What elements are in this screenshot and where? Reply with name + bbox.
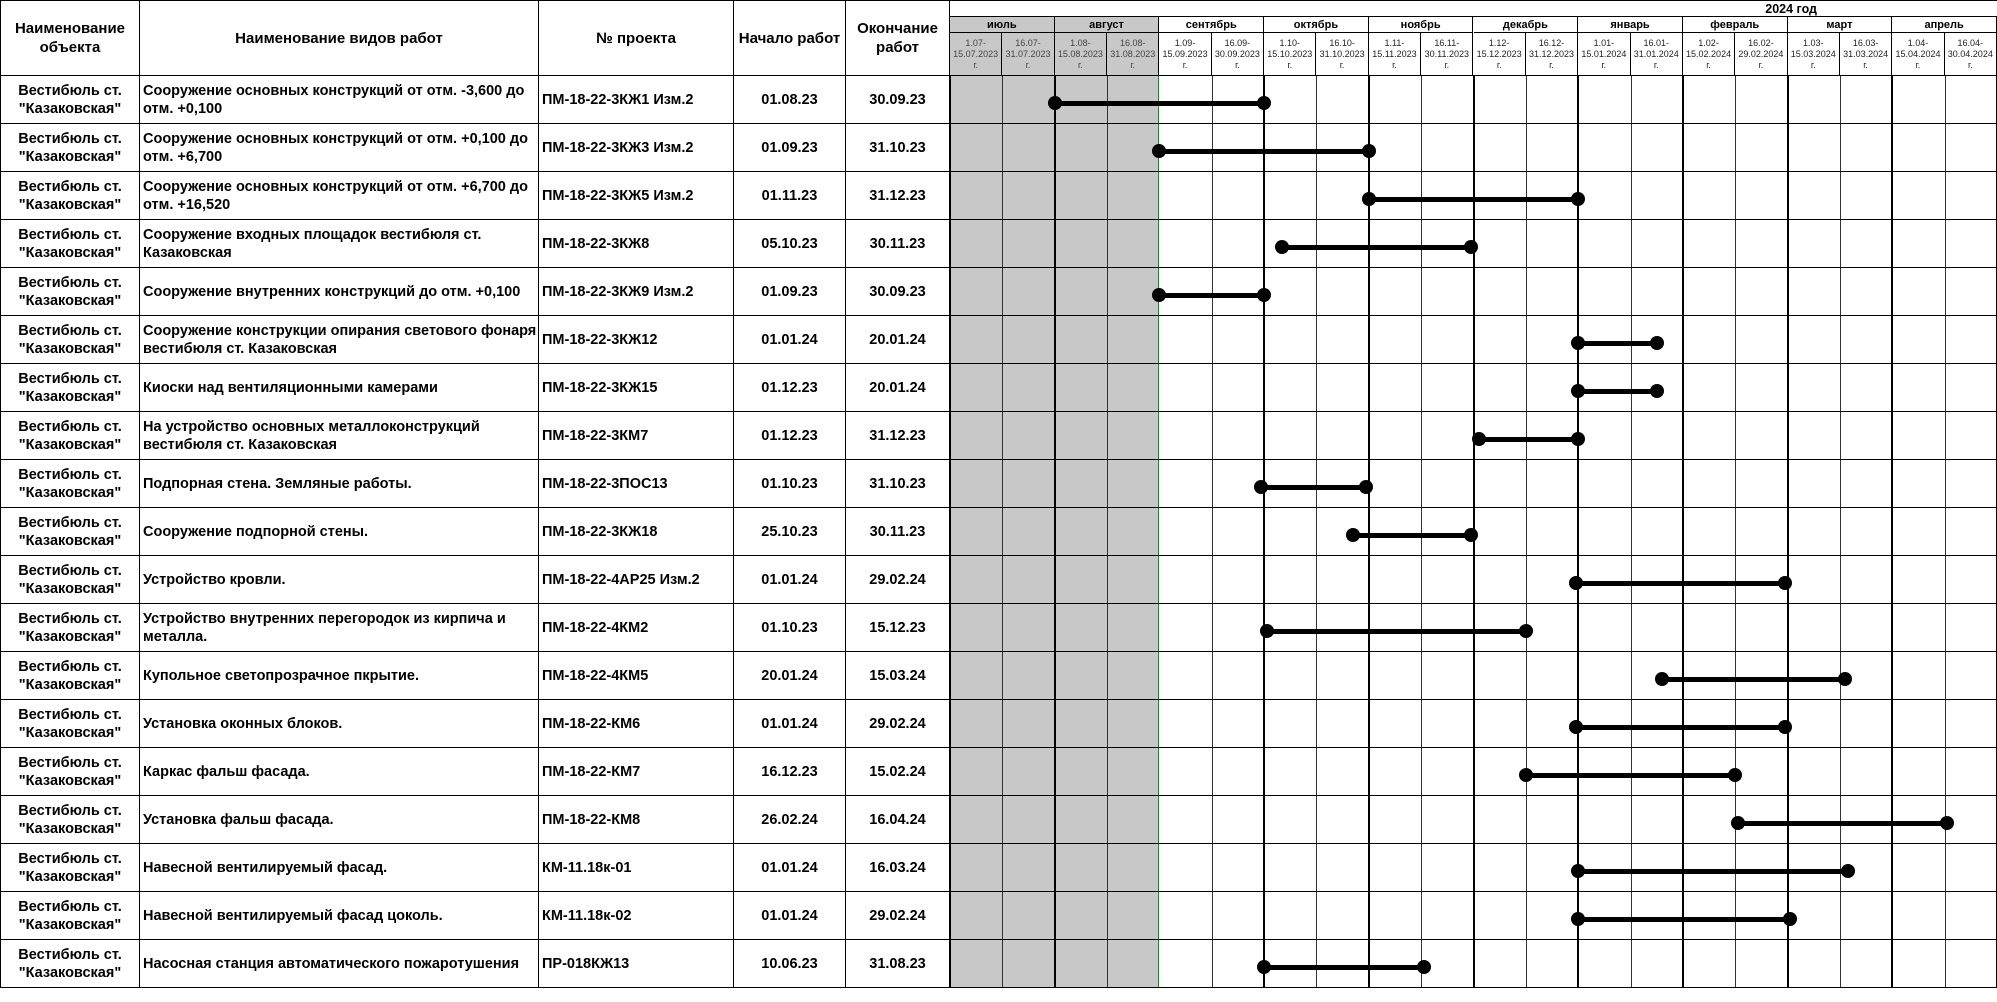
header-object[interactable]: Наименование объекта xyxy=(0,0,140,76)
header-year[interactable]: 2024 год xyxy=(950,0,1997,17)
grid-line-row xyxy=(950,891,1997,892)
cell-work[interactable]: Купольное светопрозрачное пкрытие. xyxy=(140,652,539,700)
grid-line-row xyxy=(950,363,1997,364)
cell-start[interactable]: 01.01.24 xyxy=(734,844,846,892)
period-header[interactable]: 16.08- 31.08.2023 г. xyxy=(1107,33,1159,76)
gantt-bar-end-marker[interactable] xyxy=(1519,624,1533,638)
grid-line-half xyxy=(1107,76,1108,988)
period-header[interactable]: 1.10- 15.10.2023 г. xyxy=(1264,33,1316,76)
cell-project[interactable]: ПМ-18-22-3КЖ5 Изм.2 xyxy=(539,172,734,220)
period-header[interactable]: 1.03- 15.03.2024 г. xyxy=(1788,33,1840,76)
gantt-bar-start-marker[interactable] xyxy=(1048,96,1062,110)
cell-end[interactable]: 15.12.23 xyxy=(846,604,950,652)
cell-project[interactable]: ПМ-18-22-3КЖ18 xyxy=(539,508,734,556)
grid-line-row xyxy=(950,123,1997,124)
cell-object[interactable]: Вестибюль ст. "Казаковская" xyxy=(0,700,140,748)
cell-work[interactable]: Сооружение основных конструкций от отм. +0,100 до отм. +6,700 xyxy=(140,124,539,172)
period-header[interactable]: 16.11- 30.11.2023 г. xyxy=(1421,33,1473,76)
cell-object[interactable]: Вестибюль ст. "Казаковская" xyxy=(0,76,140,124)
period-header[interactable]: 1.08- 15.08.2023 г. xyxy=(1055,33,1107,76)
cell-project[interactable]: ПМ-18-22-КМ7 xyxy=(539,748,734,796)
period-header[interactable]: 16.10- 31.10.2023 г. xyxy=(1316,33,1368,76)
gantt-bar-start-marker[interactable] xyxy=(1472,432,1486,446)
grid-line-month xyxy=(1891,76,1893,988)
month-header[interactable]: январь xyxy=(1578,17,1683,33)
month-header[interactable]: август xyxy=(1055,17,1160,33)
grid-line-month xyxy=(1263,76,1265,988)
gantt-bar-end-marker[interactable] xyxy=(1650,336,1664,350)
cell-work[interactable]: Устройство кровли. xyxy=(140,556,539,604)
cell-work[interactable]: Сооружение входных площадок вестибюля ст. Казаковская xyxy=(140,220,539,268)
period-header[interactable]: 16.04- 30.04.2024 г. xyxy=(1945,33,1997,76)
cell-end[interactable]: 29.02.24 xyxy=(846,892,950,940)
gantt-bar[interactable] xyxy=(1738,821,1947,826)
cell-project[interactable]: ПМ-18-22-3КМ7 xyxy=(539,412,734,460)
month-header[interactable]: апрель xyxy=(1892,17,1997,33)
cell-object[interactable]: Вестибюль ст. "Казаковская" xyxy=(0,796,140,844)
cell-start[interactable]: 05.10.23 xyxy=(734,220,846,268)
grid-line-row xyxy=(950,171,1997,172)
grid-line-half xyxy=(1212,76,1213,988)
cell-work[interactable]: Каркас фальш фасада. xyxy=(140,748,539,796)
cell-end[interactable]: 30.09.23 xyxy=(846,268,950,316)
cell-start[interactable]: 10.06.23 xyxy=(734,940,846,988)
cell-object[interactable]: Вестибюль ст. "Казаковская" xyxy=(0,940,140,988)
month-header[interactable]: сентябрь xyxy=(1159,17,1264,33)
period-header[interactable]: 1.07- 15.07.2023 г. xyxy=(950,33,1002,76)
gantt-bar-start-marker[interactable] xyxy=(1569,720,1583,734)
grid-line-half xyxy=(1840,76,1841,988)
cell-work[interactable]: Сооружение внутренних конструкций до отм. +0,100 xyxy=(140,268,539,316)
cell-project[interactable]: ПМ-18-22-3КЖ8 xyxy=(539,220,734,268)
cell-start[interactable]: 26.02.24 xyxy=(734,796,846,844)
grid-line-row xyxy=(950,267,1997,268)
gantt-bar[interactable] xyxy=(1479,437,1578,442)
gantt-bar-start-marker[interactable] xyxy=(1362,192,1376,206)
period-header[interactable]: 1.12- 15.12.2023 г. xyxy=(1474,33,1526,76)
gantt-bar[interactable] xyxy=(1282,245,1470,250)
cell-project[interactable]: ПМ-18-22-4АР25 Изм.2 xyxy=(539,556,734,604)
cell-object[interactable]: Вестибюль ст. "Казаковская" xyxy=(0,652,140,700)
gantt-bar[interactable] xyxy=(1578,917,1790,922)
cell-work[interactable]: Устройство внутренних перегородок из кирпича и металла. xyxy=(140,604,539,652)
cell-end[interactable]: 15.02.24 xyxy=(846,748,950,796)
cell-work[interactable]: Насосная станция автоматического пожаротушения xyxy=(140,940,539,988)
gantt-bar[interactable] xyxy=(1576,581,1785,586)
cell-object[interactable]: Вестибюль ст. "Казаковская" xyxy=(0,412,140,460)
gantt-bar-start-marker[interactable] xyxy=(1569,576,1583,590)
grid-line-half xyxy=(1002,76,1003,988)
cell-start[interactable]: 01.10.23 xyxy=(734,460,846,508)
period-header[interactable]: 1.01- 15.01.2024 г. xyxy=(1578,33,1630,76)
cell-project[interactable]: ПМ-18-22-4КМ2 xyxy=(539,604,734,652)
period-header[interactable]: 16.03- 31.03.2024 г. xyxy=(1840,33,1892,76)
cell-end[interactable]: 31.12.23 xyxy=(846,412,950,460)
grid-line-row xyxy=(950,987,1997,988)
grid-line-half xyxy=(1735,76,1736,988)
cell-end[interactable]: 29.02.24 xyxy=(846,700,950,748)
cell-end[interactable]: 15.03.24 xyxy=(846,652,950,700)
cell-end[interactable]: 31.08.23 xyxy=(846,940,950,988)
month-header[interactable]: июль xyxy=(950,17,1055,33)
cell-project[interactable]: ПМ-18-22-3КЖ3 Изм.2 xyxy=(539,124,734,172)
cell-end[interactable]: 31.10.23 xyxy=(846,460,950,508)
gantt-bar[interactable] xyxy=(1261,485,1366,490)
grid-line-month xyxy=(1158,76,1159,988)
cell-end[interactable]: 20.01.24 xyxy=(846,364,950,412)
period-header[interactable]: 1.02- 15.02.2024 г. xyxy=(1683,33,1735,76)
cell-start[interactable]: 01.12.23 xyxy=(734,412,846,460)
cell-object[interactable]: Вестибюль ст. "Казаковская" xyxy=(0,604,140,652)
cell-project[interactable]: ПР-018КЖ13 xyxy=(539,940,734,988)
gantt-bar-start-marker[interactable] xyxy=(1257,960,1271,974)
cell-start[interactable]: 01.01.24 xyxy=(734,556,846,604)
cell-end[interactable]: 31.12.23 xyxy=(846,172,950,220)
grid-line-row xyxy=(950,411,1997,412)
period-header[interactable]: 16.12- 31.12.2023 г. xyxy=(1526,33,1578,76)
gantt-bar-start-marker[interactable] xyxy=(1519,768,1533,782)
gantt-bar[interactable] xyxy=(1159,293,1264,298)
cell-work[interactable]: Установка фальш фасада. xyxy=(140,796,539,844)
cell-start[interactable]: 01.12.23 xyxy=(734,364,846,412)
cell-start[interactable]: 20.01.24 xyxy=(734,652,846,700)
gantt-bar-start-marker[interactable] xyxy=(1346,528,1360,542)
month-header[interactable]: ноябрь xyxy=(1369,17,1474,33)
cell-end[interactable]: 30.11.23 xyxy=(846,508,950,556)
cell-project[interactable]: КМ-11.18к-01 xyxy=(539,844,734,892)
cell-project[interactable]: ПМ-18-22-3КЖ9 Изм.2 xyxy=(539,268,734,316)
cell-end[interactable]: 16.04.24 xyxy=(846,796,950,844)
grid-line-row xyxy=(950,699,1997,700)
cell-end[interactable]: 30.09.23 xyxy=(846,76,950,124)
cell-work[interactable]: Киоски над вентиляционными камерами xyxy=(140,364,539,412)
grid-line-row xyxy=(950,75,1997,76)
grid-line-row xyxy=(950,651,1997,652)
grid-line-half xyxy=(1631,76,1632,988)
grid-line-half xyxy=(1526,76,1527,988)
period-header[interactable]: 1.04- 15.04.2024 г. xyxy=(1892,33,1944,76)
grid-line-row xyxy=(950,507,1997,508)
gantt-bar-end-marker[interactable] xyxy=(1464,528,1478,542)
cell-object[interactable]: Вестибюль ст. "Казаковская" xyxy=(0,220,140,268)
gantt-bar-start-marker[interactable] xyxy=(1731,816,1745,830)
cell-work[interactable]: Сооружение конструкции опирания светового фонаря вестибюля ст. Казаковская xyxy=(140,316,539,364)
cell-work[interactable]: Подпорная стена. Земляные работы. xyxy=(140,460,539,508)
gantt-bar[interactable] xyxy=(1353,533,1471,538)
cell-object[interactable]: Вестибюль ст. "Казаковская" xyxy=(0,892,140,940)
cell-end[interactable]: 30.11.23 xyxy=(846,220,950,268)
cell-object[interactable]: Вестибюль ст. "Казаковская" xyxy=(0,556,140,604)
cell-object[interactable]: Вестибюль ст. "Казаковская" xyxy=(0,172,140,220)
grid-line-month xyxy=(1577,76,1579,988)
cell-object[interactable]: Вестибюль ст. "Казаковская" xyxy=(0,748,140,796)
cell-work[interactable]: Навесной вентилируемый фасад. xyxy=(140,844,539,892)
gantt-bar-end-marker[interactable] xyxy=(1257,288,1271,302)
cell-project[interactable]: ПМ-18-22-КМ8 xyxy=(539,796,734,844)
cell-end[interactable]: 16.03.24 xyxy=(846,844,950,892)
cell-object[interactable]: Вестибюль ст. "Казаковская" xyxy=(0,124,140,172)
gantt-bar[interactable] xyxy=(1578,869,1848,874)
grid-line-row xyxy=(950,555,1997,556)
gantt-bar[interactable] xyxy=(1578,389,1657,394)
period-header[interactable]: 16.01- 31.01.2024 г. xyxy=(1631,33,1683,76)
gantt-bar[interactable] xyxy=(1159,149,1368,154)
grid-line-row xyxy=(950,939,1997,940)
gantt-bar[interactable] xyxy=(1267,629,1526,634)
grid-line-month xyxy=(1054,76,1056,988)
cell-object[interactable]: Вестибюль ст. "Казаковская" xyxy=(0,844,140,892)
period-header[interactable]: 1.11- 15.11.2023 г. xyxy=(1369,33,1421,76)
header-end[interactable]: Окончание работ xyxy=(846,0,950,76)
gantt-bar-end-marker[interactable] xyxy=(1464,240,1478,254)
grid-line-month xyxy=(1682,76,1684,988)
grid-line-row xyxy=(950,843,1997,844)
gantt-bar-start-marker[interactable] xyxy=(1260,624,1274,638)
period-header[interactable]: 16.07- 31.07.2023 г. xyxy=(1002,33,1054,76)
gantt-bar[interactable] xyxy=(1369,197,1578,202)
cell-start[interactable]: 25.10.23 xyxy=(734,508,846,556)
cell-start[interactable]: 01.01.24 xyxy=(734,892,846,940)
grid-line-half xyxy=(1316,76,1317,988)
cell-start[interactable]: 16.12.23 xyxy=(734,748,846,796)
grid-line-month xyxy=(949,76,951,988)
grid-line-row xyxy=(950,795,1997,796)
month-header[interactable]: октябрь xyxy=(1264,17,1369,33)
gantt-bar[interactable] xyxy=(1578,341,1657,346)
cell-project[interactable]: ПМ-18-22-3ПОС13 xyxy=(539,460,734,508)
grid-line-row xyxy=(950,603,1997,604)
month-header[interactable]: март xyxy=(1788,17,1893,33)
grid-line-row xyxy=(950,747,1997,748)
gantt-bar[interactable] xyxy=(1264,965,1424,970)
cell-object[interactable]: Вестибюль ст. "Казаковская" xyxy=(0,508,140,556)
grid-line-row xyxy=(950,219,1997,220)
cell-project[interactable]: ПМ-18-22-3КЖ12 xyxy=(539,316,734,364)
gantt-bar-end-marker[interactable] xyxy=(1417,960,1431,974)
month-header[interactable]: февраль xyxy=(1683,17,1788,33)
gantt-bar-end-marker[interactable] xyxy=(1257,96,1271,110)
gantt-bar-start-marker[interactable] xyxy=(1655,672,1669,686)
cell-start[interactable]: 01.09.23 xyxy=(734,268,846,316)
cell-start[interactable]: 01.01.24 xyxy=(734,316,846,364)
cell-work[interactable]: На устройство основных металлоконструкций вестибюля ст. Казаковская xyxy=(140,412,539,460)
cell-end[interactable]: 29.02.24 xyxy=(846,556,950,604)
cell-object[interactable]: Вестибюль ст. "Казаковская" xyxy=(0,316,140,364)
gantt-bar-end-marker[interactable] xyxy=(1778,720,1792,734)
cell-object[interactable]: Вестибюль ст. "Казаковская" xyxy=(0,460,140,508)
cell-object[interactable]: Вестибюль ст. "Казаковская" xyxy=(0,364,140,412)
gantt-bar-end-marker[interactable] xyxy=(1650,384,1664,398)
cell-end[interactable]: 31.10.23 xyxy=(846,124,950,172)
month-header[interactable]: декабрь xyxy=(1474,17,1579,33)
gantt-bar-end-marker[interactable] xyxy=(1778,576,1792,590)
grid-line-month xyxy=(1787,76,1789,988)
period-header[interactable]: 16.09- 30.09.2023 г. xyxy=(1212,33,1264,76)
cell-project[interactable]: ПМ-18-22-КМ6 xyxy=(539,700,734,748)
cell-start[interactable]: 01.10.23 xyxy=(734,604,846,652)
header-works[interactable]: Наименование видов работ xyxy=(140,0,539,76)
cell-start[interactable]: 01.01.24 xyxy=(734,700,846,748)
cell-end[interactable]: 20.01.24 xyxy=(846,316,950,364)
gantt-bar[interactable] xyxy=(1055,101,1264,106)
cell-work[interactable]: Сооружение основных конструкций от отм. +6,700 до отм. +16,520 xyxy=(140,172,539,220)
cell-project[interactable]: ПМ-18-22-3КЖ1 Изм.2 xyxy=(539,76,734,124)
cell-project[interactable]: КМ-11.18к-02 xyxy=(539,892,734,940)
cell-start[interactable]: 01.08.23 xyxy=(734,76,846,124)
cell-object[interactable]: Вестибюль ст. "Казаковская" xyxy=(0,268,140,316)
gantt-bar[interactable] xyxy=(1576,725,1785,730)
cell-project[interactable]: ПМ-18-22-4КМ5 xyxy=(539,652,734,700)
cell-work[interactable]: Сооружение подпорной стены. xyxy=(140,508,539,556)
cell-work[interactable]: Навесной вентилируемый фасад цоколь. xyxy=(140,892,539,940)
gantt-bar-end-marker[interactable] xyxy=(1841,864,1855,878)
grid-line-half xyxy=(1945,76,1946,988)
cell-start[interactable]: 01.09.23 xyxy=(734,124,846,172)
cell-start[interactable]: 01.11.23 xyxy=(734,172,846,220)
period-header[interactable]: 16.02- 29.02.2024 г. xyxy=(1735,33,1787,76)
grid-line-row xyxy=(950,315,1997,316)
cell-work[interactable]: Установка оконных блоков. xyxy=(140,700,539,748)
header-start[interactable]: Начало работ xyxy=(734,0,846,76)
gantt-bar[interactable] xyxy=(1526,773,1735,778)
gantt-bar[interactable] xyxy=(1662,677,1845,682)
grid-line-row xyxy=(950,459,1997,460)
header-project[interactable]: № проекта xyxy=(539,0,734,76)
gantt-bar-end-marker[interactable] xyxy=(1362,144,1376,158)
cell-work[interactable]: Сооружение основных конструкций от отм. -3,600 до отм. +0,100 xyxy=(140,76,539,124)
period-header[interactable]: 1.09- 15.09.2023 г. xyxy=(1159,33,1211,76)
cell-project[interactable]: ПМ-18-22-3КЖ15 xyxy=(539,364,734,412)
